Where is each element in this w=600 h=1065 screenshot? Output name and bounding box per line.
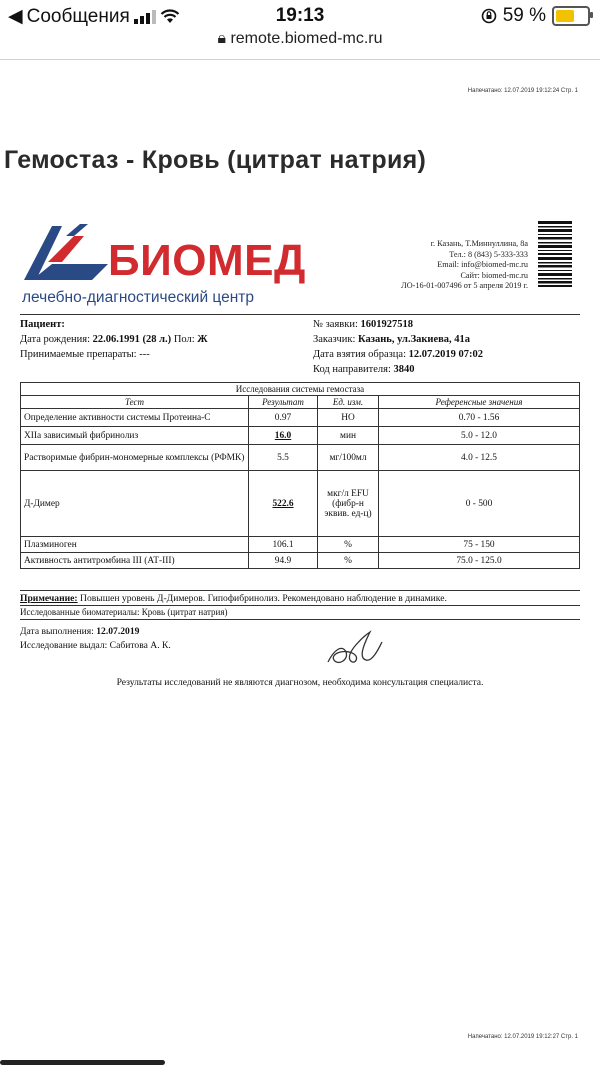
cell-result: 106.1 — [249, 537, 318, 553]
table-row — [21, 471, 580, 537]
footer-rule — [20, 619, 580, 620]
cell-reference: 5.0 - 12.0 — [379, 427, 580, 445]
cell-test: Активность антитромбина III (АТ-III) — [21, 553, 249, 569]
status-bar — [0, 0, 600, 32]
battery-level — [556, 10, 574, 22]
birth-row: Дата рождения: 22.06.1991 (28 л.) Пол: Ж — [20, 334, 208, 345]
lab-subtitle: лечебно-диагностический центр — [22, 289, 255, 306]
battery-icon — [552, 6, 590, 26]
rotation-lock-icon — [481, 8, 497, 24]
lock-icon: 🔒︎ — [217, 30, 226, 47]
header-rule — [20, 314, 580, 315]
col-unit: Ед. изм. — [318, 396, 379, 409]
issued-by-row: Исследование выдал: Сабитова А. К. — [20, 640, 171, 651]
cell-test: Растворимые фибрин-мономерные комплексы (РФМК) — [21, 445, 249, 471]
biomaterial-rule — [20, 605, 580, 606]
cell-result: 0.97 — [249, 409, 318, 427]
cell-reference: 75 - 150 — [379, 537, 580, 553]
col-test: Тест — [21, 396, 249, 409]
cell-result-abnormal: 16.0 — [249, 427, 318, 445]
note-rule — [20, 590, 580, 591]
phone-line: Тел.: 8 (843) 5-333-333 — [449, 249, 528, 259]
cell-reference: 4.0 - 12.5 — [379, 445, 580, 471]
order-row: № заявки: 1601927518 — [313, 319, 414, 330]
barcode-icon — [538, 221, 572, 287]
table-row — [21, 553, 580, 569]
cell-unit: мин — [318, 427, 379, 445]
cell-reference: 0.70 - 1.56 — [379, 409, 580, 427]
address-bar[interactable] — [0, 30, 600, 52]
sample-date-row: Дата взятия образца: 12.07.2019 07:02 — [313, 349, 483, 360]
note-row: Примечание: Повышен уровень Д-Димеров. Гипофибринолиз. Рекомендовано наблюдение в динамике. — [20, 593, 447, 604]
back-chevron-icon: ◀ — [8, 6, 23, 27]
drugs-row: Принимаемые препараты: --- — [20, 349, 150, 360]
col-reference: Референсные значения — [379, 396, 580, 409]
table-row — [21, 537, 580, 553]
back-app-label: Сообщения — [26, 5, 130, 27]
address-line: г. Казань, Т.Миннуллина, 8а — [430, 239, 528, 248]
battery-percent: 59 % — [502, 5, 546, 26]
site-line: Сайт: biomed-mc.ru — [460, 270, 528, 280]
patient-row: Пациент: — [20, 319, 65, 330]
referrer-row: Код направителя: 3840 — [313, 364, 415, 375]
col-result: Результат — [249, 396, 318, 409]
biomed-logo-icon — [22, 222, 110, 282]
customer-row: Заказчик: Казань, ул.Закиева, 41а — [313, 334, 471, 345]
cell-unit: НО — [318, 409, 379, 427]
table-row — [21, 409, 580, 427]
table-row — [21, 445, 580, 471]
completion-date-row: Дата выполнения: 12.07.2019 — [20, 626, 140, 637]
url-text: remote.biomed-mc.ru — [230, 30, 383, 47]
cell-result: 94.9 — [249, 553, 318, 569]
results-header-row — [21, 396, 580, 409]
disclaimer: Результаты исследований не являются диагнозом, необходима консультация специалиста. — [116, 677, 484, 688]
table-row — [21, 427, 580, 445]
cell-test: Плазминоген — [21, 537, 249, 553]
biomaterial-row: Исследованные биоматериалы: Кровь (цитрат натрия) — [20, 607, 228, 617]
lab-address — [401, 239, 528, 292]
cell-test: Д-Димер — [21, 471, 249, 537]
cell-reference: 0 - 500 — [379, 471, 580, 537]
signature-icon — [324, 630, 384, 674]
cell-test: XIIа зависимый фибринолиз — [21, 427, 249, 445]
toolbar-divider — [0, 59, 600, 60]
results-section-title: Исследования системы гемостаза — [21, 383, 580, 396]
email-line: Email: info@biomed-mc.ru — [437, 260, 528, 269]
lab-name: БИОМЕД — [108, 236, 306, 285]
cell-unit: % — [318, 537, 379, 553]
cell-unit: мг/100мл — [318, 445, 379, 471]
results-table — [20, 382, 580, 569]
cell-unit: мкг/л EFU (фибр-н эквив. ед-ц) — [318, 471, 379, 537]
clock: 19:13 — [275, 5, 325, 26]
cell-unit: % — [318, 553, 379, 569]
print-stamp-top: Напечатано: 12.07.2019 19:12:24 Стр. 1 — [467, 88, 578, 94]
cell-result-abnormal: 522.6 — [249, 471, 318, 537]
print-stamp-bottom: Напечатано: 12.07.2019 19:12:27 Стр. 1 — [467, 1034, 578, 1040]
cell-reference: 75.0 - 125.0 — [379, 553, 580, 569]
license-line: ЛО-16-01-007496 от 5 апреля 2019 г. — [401, 281, 528, 290]
home-indicator — [0, 1060, 165, 1065]
page-title: Гемостаз - Кровь (цитрат натрия) — [4, 146, 427, 174]
cell-test: Определение активности системы Протеина-С — [21, 409, 249, 427]
cell-result: 5.5 — [249, 445, 318, 471]
